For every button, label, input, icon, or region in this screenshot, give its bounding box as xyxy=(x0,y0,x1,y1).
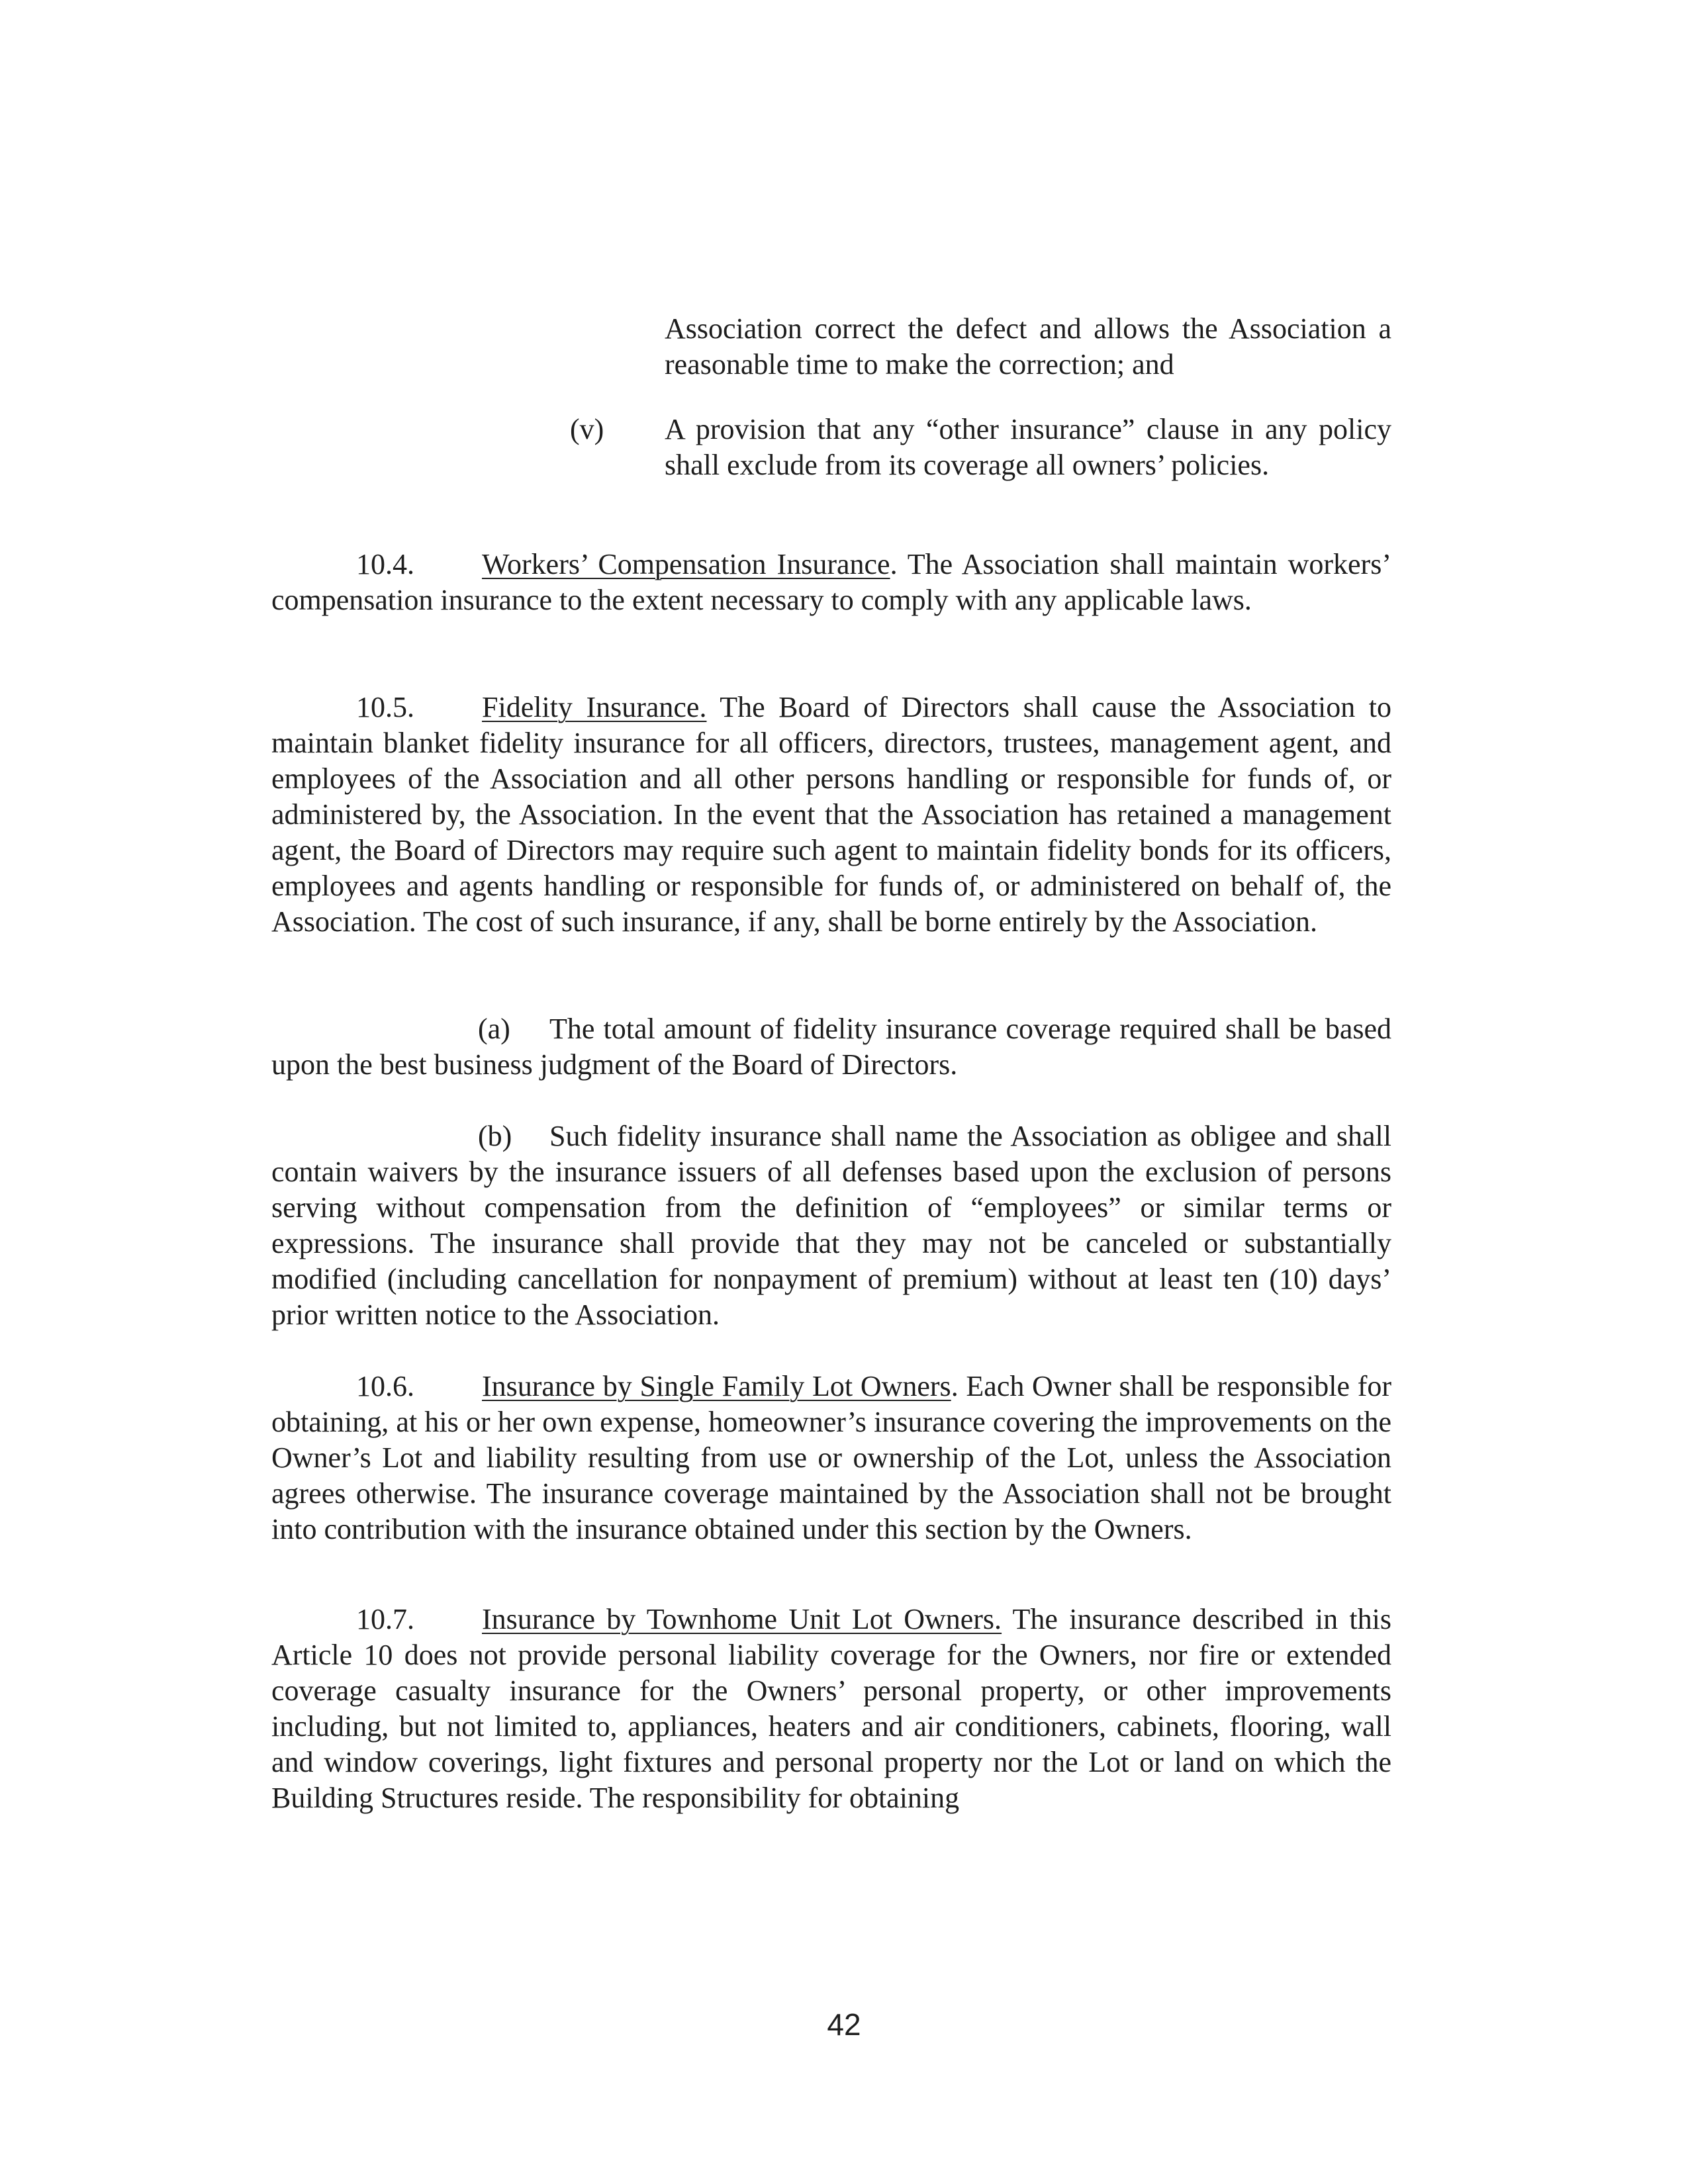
section-10-6-number: 10.6. xyxy=(356,1370,414,1402)
section-10-4-body: The Association shall maintain workers’ compensation insurance to the extent necessary to comply with any applicable laws. xyxy=(271,548,1391,616)
section-10-6-title: Insurance by Single Family Lot Owners xyxy=(482,1370,951,1402)
section-10-4 xyxy=(271,547,1391,618)
item-v-text: A provision that any “other insurance” clause in any policy shall exclude from its coverage all owners’ policies. xyxy=(665,413,1391,481)
section-10-5 xyxy=(271,690,1391,940)
item-v-marker: (v) xyxy=(570,413,604,445)
section-10-7-title: Insurance by Townhome Unit Lot Owners. xyxy=(482,1603,1002,1635)
section-10-5-b-marker: (b) xyxy=(478,1120,512,1152)
section-10-7 xyxy=(271,1602,1391,1816)
page-number: 42 xyxy=(827,2007,861,2042)
section-10-5-b-text: Such fidelity insurance shall name the Association as obligee and shall contain waivers by the insurance issuers of all defenses based upon the exclusion of persons serving without compensation from the definition of “employees” or similar terms or expressions. The insurance shall provide that they may not be canceled or substantially modified (including cancellation for nonpayment of premium) without at least ten (10) days’ prior written notice to the Association. xyxy=(271,1120,1391,1331)
section-10-6-body: Each Owner shall be responsible for obtaining, at his or her own expense, homeowner’s insurance covering the improvements on the Owner’s Lot and liability resulting from use or ownership of the Lot, unless the Association agrees otherwise. The insurance coverage maintained by the Association shall not be brought into contribution with the insurance obtained under this section by the Owners. xyxy=(271,1370,1391,1545)
item-v-paragraph xyxy=(665,412,1391,483)
section-10-5-a-marker: (a) xyxy=(478,1013,510,1045)
section-10-5-a xyxy=(271,1011,1391,1083)
continuation-paragraph xyxy=(665,311,1391,383)
section-10-6-title-punct: . xyxy=(951,1370,959,1402)
section-10-4-number: 10.4. xyxy=(356,548,414,580)
section-10-6 xyxy=(271,1369,1391,1547)
section-10-4-title: Workers’ Compensation Insurance xyxy=(482,548,890,580)
section-10-5-a-text: The total amount of fidelity insurance coverage required shall be based upon the best business judgment of the Board of Directors. xyxy=(271,1013,1391,1081)
section-10-5-number: 10.5. xyxy=(356,691,414,723)
section-10-5-title: Fidelity Insurance. xyxy=(482,691,707,723)
section-10-7-body: The insurance described in this Article 10 does not provide personal liability coverage for the Owners, nor fire or extended coverage casualty insurance for the Owners’ personal property, or other improvements including, but not limited to, appliances, heaters and air conditioners, cabinets, flooring, wall and window coverings, light fixtures and personal property nor the Lot or land on which the Building Structures reside. The responsibility for obtaining xyxy=(271,1603,1391,1814)
section-10-5-b xyxy=(271,1118,1391,1333)
continuation-text: Association correct the defect and allows the Association a reasonable time to make the correction; and xyxy=(665,312,1391,381)
section-10-7-number: 10.7. xyxy=(356,1603,414,1635)
section-10-5-body: The Board of Directors shall cause the Association to maintain blanket fidelity insurance for all officers, directors, trustees, management agent, and employees of the Association and all other persons handling or responsible for funds of, or administered by, the Association. In the event that the Association has retained a management agent, the Board of Directors may require such agent to maintain fidelity bonds for its officers, employees and agents handling or responsible for funds of, or administered on behalf of, the Association. The cost of such insurance, if any, shall be borne entirely by the Association. xyxy=(271,691,1391,938)
section-10-4-title-punct: . xyxy=(890,548,898,580)
